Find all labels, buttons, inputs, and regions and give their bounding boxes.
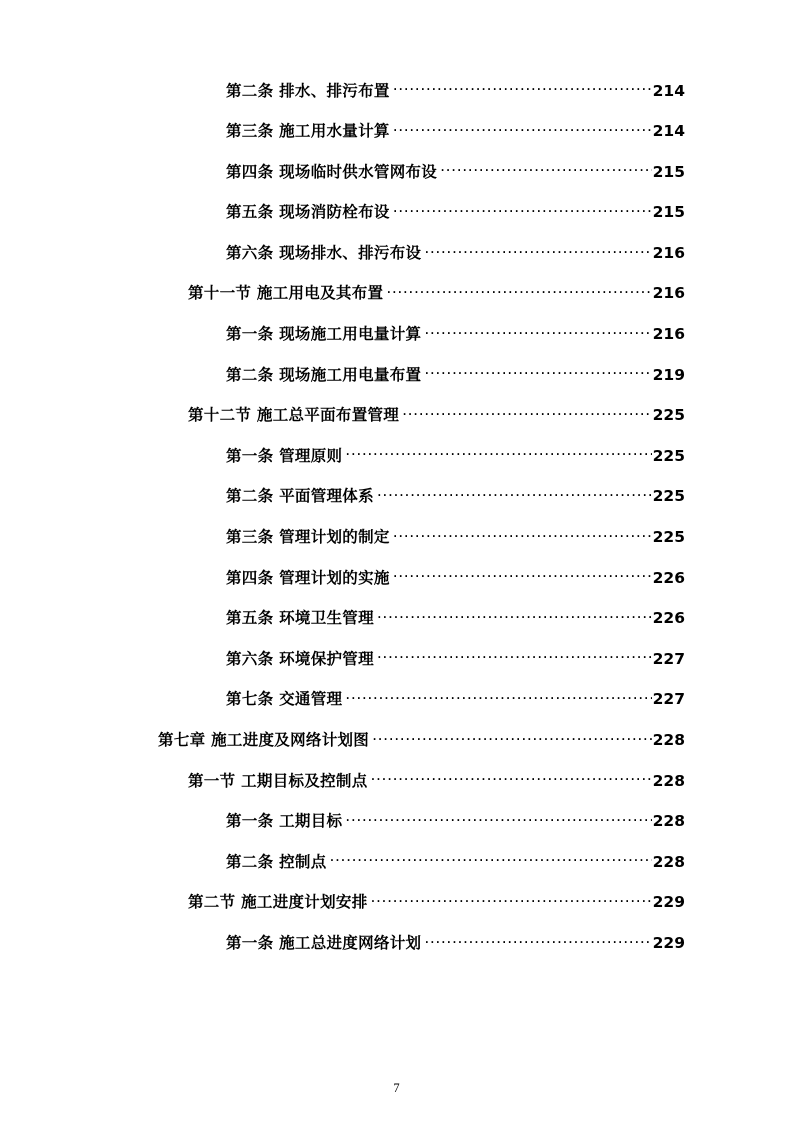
toc-entry-label: 第三条 管理计划的制定 — [226, 528, 390, 547]
toc-entry[interactable] — [110, 364, 685, 384]
toc-entry[interactable] — [110, 161, 685, 181]
toc-entry-page-number: 215 — [652, 162, 685, 181]
toc-entry-page-number: 229 — [652, 933, 685, 952]
toc-entry[interactable] — [110, 770, 685, 790]
toc-entry-page-number: 228 — [652, 852, 685, 871]
toc-entry-label: 第一条 现场施工用电量计算 — [226, 325, 422, 344]
toc-entry-label: 第五条 现场消防栓布设 — [226, 203, 390, 222]
toc-entry[interactable] — [110, 567, 685, 587]
toc-entry[interactable] — [110, 324, 685, 344]
toc-entry-page-number: 227 — [652, 649, 685, 668]
toc-leader-dots — [386, 283, 651, 299]
toc-entry[interactable] — [110, 892, 685, 912]
toc-entry-page-number: 214 — [652, 81, 685, 100]
toc-entry[interactable] — [110, 121, 685, 141]
toc-entry-page-number: 226 — [652, 609, 685, 628]
toc-entry[interactable] — [110, 932, 685, 952]
toc-entry[interactable] — [110, 527, 685, 547]
toc-leader-dots — [330, 851, 652, 867]
toc-entry-label: 第二条 现场施工用电量布置 — [226, 365, 422, 384]
toc-entry-page-number: 225 — [652, 446, 685, 465]
toc-entry-label: 第一节 工期目标及控制点 — [188, 771, 368, 790]
toc-entry[interactable] — [110, 445, 685, 465]
toc-entry-page-number: 227 — [652, 690, 685, 709]
toc-leader-dots — [371, 892, 652, 908]
toc-entry-label: 第一条 工期目标 — [226, 812, 343, 831]
table-of-contents — [0, 80, 793, 973]
toc-entry[interactable] — [110, 486, 685, 506]
toc-entry-label: 第十二节 施工总平面布置管理 — [188, 406, 400, 425]
toc-entry-label: 第二节 施工进度计划安排 — [188, 893, 368, 912]
toc-leader-dots — [372, 730, 652, 746]
toc-entry-page-number: 228 — [652, 812, 685, 831]
toc-leader-dots — [402, 405, 652, 421]
toc-entry-page-number: 228 — [652, 771, 685, 790]
toc-entry-label: 第十一节 施工用电及其布置 — [188, 284, 384, 303]
toc-leader-dots — [377, 486, 652, 502]
toc-leader-dots — [424, 364, 651, 380]
toc-entry-page-number: 225 — [652, 487, 685, 506]
toc-entry-page-number: 229 — [652, 893, 685, 912]
toc-leader-dots — [393, 567, 652, 583]
toc-entry-page-number: 225 — [652, 406, 685, 425]
toc-entry-label: 第六条 环境保护管理 — [226, 649, 374, 668]
toc-entry-page-number: 216 — [652, 284, 685, 303]
toc-entry-page-number: 226 — [652, 568, 685, 587]
toc-leader-dots — [424, 324, 651, 340]
toc-leader-dots — [345, 811, 651, 827]
toc-entry[interactable] — [110, 405, 685, 425]
toc-leader-dots — [424, 932, 651, 948]
toc-leader-dots — [371, 770, 652, 786]
toc-entry[interactable] — [110, 202, 685, 222]
toc-entry-label: 第四条 管理计划的实施 — [226, 568, 390, 587]
toc-leader-dots — [345, 445, 651, 461]
toc-entry[interactable] — [110, 689, 685, 709]
toc-entry[interactable] — [110, 730, 685, 750]
toc-entry-label: 第一条 管理原则 — [226, 446, 343, 465]
toc-leader-dots — [393, 527, 652, 543]
toc-leader-dots — [440, 161, 652, 177]
toc-entry-page-number: 216 — [652, 325, 685, 344]
toc-leader-dots — [377, 648, 652, 664]
toc-entry-label: 第五条 环境卫生管理 — [226, 609, 374, 628]
toc-entry-page-number: 228 — [652, 731, 685, 749]
toc-entry-label: 第六条 现场排水、排污布设 — [226, 243, 422, 262]
toc-entry-label: 第七章 施工进度及网络计划图 — [158, 731, 370, 749]
toc-entry[interactable] — [110, 851, 685, 871]
toc-entry-page-number: 219 — [652, 365, 685, 384]
toc-entry-label: 第三条 施工用水量计算 — [226, 122, 390, 141]
toc-entry[interactable] — [110, 648, 685, 668]
toc-entry[interactable] — [110, 811, 685, 831]
toc-entry-page-number: 225 — [652, 528, 685, 547]
toc-entry[interactable] — [110, 608, 685, 628]
toc-entry-label: 第二条 控制点 — [226, 852, 327, 871]
toc-entry-page-number: 216 — [652, 243, 685, 262]
toc-leader-dots — [345, 689, 651, 705]
toc-leader-dots — [393, 80, 652, 96]
toc-entry[interactable] — [110, 80, 685, 100]
toc-entry[interactable] — [110, 242, 685, 262]
toc-leader-dots — [393, 202, 652, 218]
toc-entry-label: 第七条 交通管理 — [226, 690, 343, 709]
toc-leader-dots — [377, 608, 652, 624]
toc-entry[interactable] — [110, 283, 685, 303]
toc-entry-page-number: 214 — [652, 122, 685, 141]
toc-entry-label: 第一条 施工总进度网络计划 — [226, 933, 422, 952]
toc-entry-label: 第四条 现场临时供水管网布设 — [226, 162, 438, 181]
toc-leader-dots — [393, 121, 652, 137]
toc-entry-page-number: 215 — [652, 203, 685, 222]
page-number-footer: 7 — [393, 1081, 400, 1095]
toc-entry-label: 第二条 排水、排污布置 — [226, 81, 390, 100]
toc-leader-dots — [424, 242, 651, 258]
toc-entry-label: 第二条 平面管理体系 — [226, 487, 374, 506]
